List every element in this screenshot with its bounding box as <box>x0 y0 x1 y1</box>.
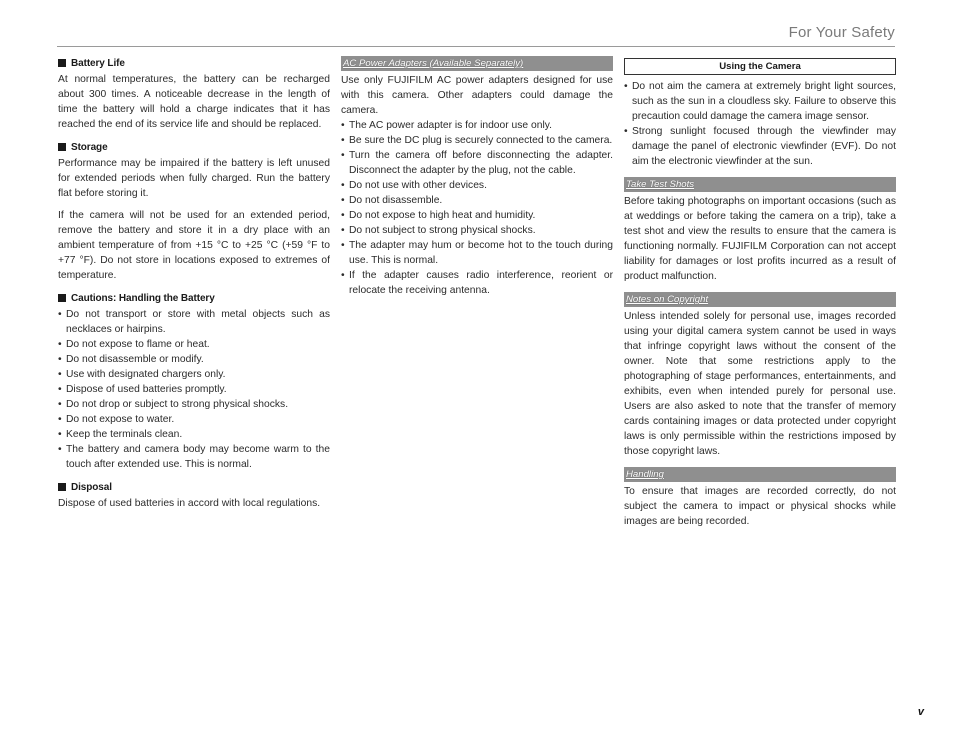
list-item: • Use with designated chargers only. <box>58 369 226 380</box>
section-test-shots <box>624 177 896 284</box>
page-header-title: For Your Safety <box>788 24 895 41</box>
section-text: Unless intended solely for personal use, images recorded using your digital camera system cannot be used in ways that infringe copyright laws without the consent of the owner. Note that some restrictions apply to the photographing of stage performances, entertainments, and exhibits, even when intended purely for personal use. Users are also asked to note that the transfer of memory cards containing images or data protected under copyright laws is only permissible within the restrictions imposed by those copyright laws. <box>624 311 896 457</box>
page-number: v <box>917 706 924 718</box>
section-heading: Cautions: Handling the Battery <box>58 291 330 306</box>
section-heading: Battery Life <box>58 56 330 71</box>
section-using-camera <box>624 58 896 169</box>
list-item: • The AC power adapter is for indoor use only. <box>341 120 552 131</box>
section-battery-life <box>58 56 330 132</box>
column-left <box>58 56 330 519</box>
list-item: • The battery and camera body may become warm to the touch after extended use. This is normal. <box>58 444 330 470</box>
list-item: • Be sure the DC plug is securely connected to the camera. <box>341 135 613 146</box>
section-text: Dispose of used batteries in accord with local regulations. <box>58 498 321 509</box>
list-item: • Do not expose to high heat and humidity. <box>341 210 536 221</box>
list-item: • Do not use with other devices. <box>341 180 487 191</box>
section-text: If the camera will not be used for an extended period, remove the battery and store it in a dry place with an ambient temperature of from +15 °C to +25 °C (+59 °F to +77 °F). Do not store in locations exposed to extremes of temperature. <box>58 210 330 281</box>
list-item: • Do not expose to water. <box>58 414 175 425</box>
section-text: Use only FUJIFILM AC power adapters designed for use with this camera. Other adapters could damage the camera. <box>341 75 613 116</box>
square-bullet-icon <box>58 143 66 151</box>
list-item: • Do not transport or store with metal objects such as necklaces or hairpins. <box>58 309 330 335</box>
list-item: • If the adapter causes radio interference, reorient or relocate the receiving antenna. <box>341 270 613 296</box>
section-heading: Disposal <box>58 480 330 495</box>
list-item: • Do not subject to strong physical shocks. <box>341 225 536 236</box>
section-disposal <box>58 480 330 511</box>
section-bar-copyright: Notes on Copyright <box>624 292 896 307</box>
section-text: Before taking photographs on important occasions (such as at weddings or before taking the camera on a trip), take a test shot and view the results to ensure that the camera is functioning normally. FUJIFILM Corporation can not accept liability for damages or lost profits incurred as a result of product malfunction. <box>624 196 896 282</box>
bullet-list <box>341 118 613 298</box>
header-divider <box>57 46 895 47</box>
section-storage <box>58 140 330 283</box>
section-text: To ensure that images are recorded correctly, do not subject the camera to impact or physical shocks while images are being recorded. <box>624 486 896 527</box>
list-item: • The adapter may hum or become hot to the touch during use. This is normal. <box>341 240 613 266</box>
square-bullet-icon <box>58 483 66 491</box>
list-item: • Do not disassemble or modify. <box>58 354 204 365</box>
section-text: Performance may be impaired if the battery is left unused for extended periods when fully charged. Run the battery flat before storing it. <box>58 158 330 199</box>
square-bullet-icon <box>58 59 66 67</box>
list-item: • Keep the terminals clean. <box>58 429 183 440</box>
bullet-list <box>624 79 896 169</box>
section-bar-test-shots: Take Test Shots <box>624 177 896 192</box>
column-middle <box>341 56 613 298</box>
section-handling <box>624 467 896 529</box>
list-item: • Do not expose to flame or heat. <box>58 339 210 350</box>
section-bar-handling: Handling <box>624 467 896 482</box>
list-item: • Do not aim the camera at extremely bright light sources, such as the sun in a cloudless sky. Failure to observe this precaution could damage the camera image sensor. <box>624 81 896 122</box>
boxed-heading: Using the Camera <box>624 58 896 75</box>
section-bar-ac-adapters: AC Power Adapters (Available Separately) <box>341 56 613 71</box>
list-item: • Do not drop or subject to strong physical shocks. <box>58 399 289 410</box>
list-item: • Turn the camera off before disconnecting the adapter. Disconnect the adapter by the plug, not the cable. <box>341 150 613 176</box>
list-item: • Dispose of used batteries promptly. <box>58 384 227 395</box>
column-right <box>624 56 896 537</box>
section-cautions <box>58 291 330 472</box>
section-text: At normal temperatures, the battery can be recharged about 300 times. A noticeable decrease in the length of time the battery will hold a charge indicates that it has reached the end of its service life and should be replaced. <box>58 74 330 130</box>
square-bullet-icon <box>58 294 66 302</box>
list-item: • Do not disassemble. <box>341 195 443 206</box>
list-item: • Strong sunlight focused through the viewfinder may damage the panel of electronic viewfinder (EVF). Do not aim the electronic viewfinder at the sun. <box>624 126 896 167</box>
bullet-list <box>58 307 330 472</box>
section-heading: Storage <box>58 140 330 155</box>
section-copyright <box>624 292 896 459</box>
